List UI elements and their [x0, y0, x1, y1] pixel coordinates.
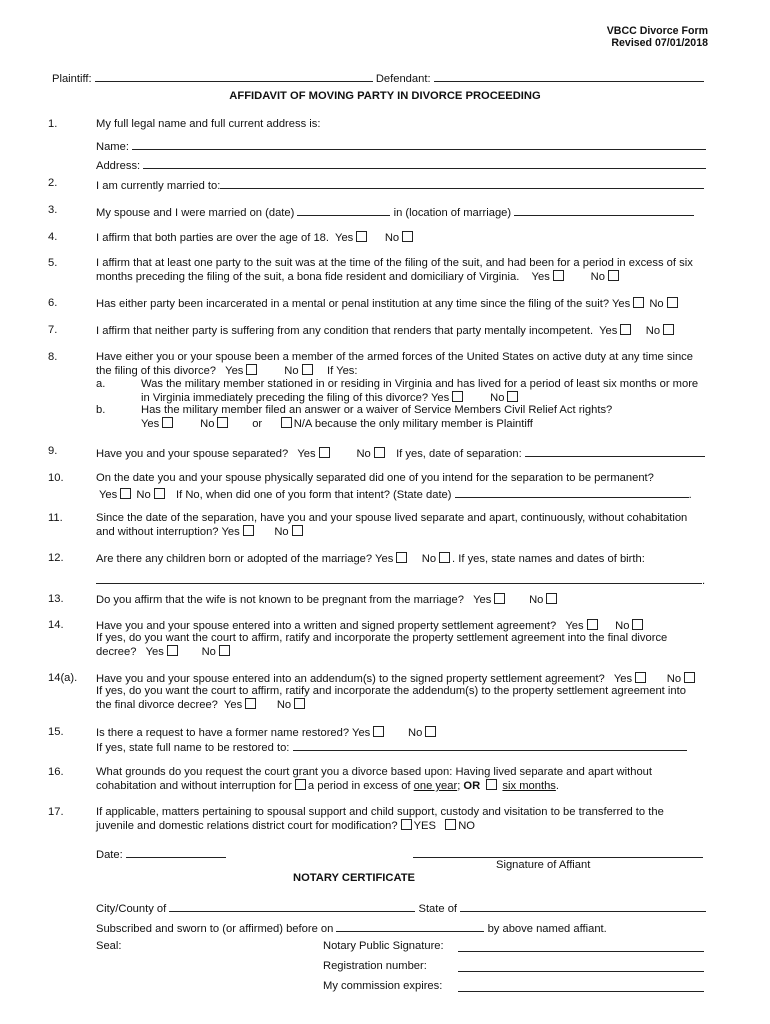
q11-line-1: Since the date of the separation, have you and your spouse lived separate and apart, continuously, without cohabitation [96, 512, 688, 524]
q17-no-checkbox[interactable] [445, 819, 456, 830]
sworn-label-b: by above named affiant. [487, 923, 607, 935]
q8a-yes-checkbox[interactable] [452, 391, 463, 402]
city-field[interactable] [169, 900, 415, 912]
q6-text: Has either party been incarcerated in a mental or penal institution at any time since the filing of the suit? [96, 298, 610, 310]
q12-text: Are there any children born or adopted of the marriage? [96, 553, 373, 565]
q15-no-checkbox[interactable] [425, 726, 436, 737]
q7-row [96, 324, 676, 337]
q14-text: Have you and your spouse entered into a written and signed property settlement agreement? [96, 620, 557, 632]
item-number: 4. [48, 231, 58, 243]
q3-row [96, 204, 694, 219]
q14a-line-2: If yes, do you want the court to affirm, ratify and incorporate the addendum(s) to the property settlement agreement into [96, 685, 686, 697]
q6-yes-checkbox[interactable] [633, 297, 644, 308]
yes-label: Yes [297, 448, 316, 460]
q8b-label: b. [96, 404, 106, 416]
q14-decree: decree? [96, 646, 137, 658]
q4-yes-checkbox[interactable] [356, 231, 367, 242]
q3-location-label: in (location of marriage) [393, 207, 512, 219]
q12-children-row: . [96, 572, 705, 587]
name-field[interactable] [132, 138, 706, 150]
q16-line-1: What grounds do you request the court grant you a divorce based upon: Having lived separate and apart without [96, 766, 652, 778]
or-label: or [252, 418, 263, 430]
q7-no-checkbox[interactable] [663, 324, 674, 335]
separation-date-field[interactable] [525, 445, 705, 457]
q13-yes-checkbox[interactable] [494, 593, 505, 604]
q16-six-months: six months [502, 780, 556, 792]
form-header [607, 25, 708, 49]
q8a-line-1: Was the military member stationed in or residing in Virginia and has lived for a period of least six months or more [141, 378, 699, 390]
address-field[interactable] [143, 157, 706, 169]
plaintiff-label: Plaintiff: [52, 73, 92, 85]
no-label: No [284, 365, 299, 377]
q7-yes-checkbox[interactable] [620, 324, 631, 335]
defendant-label: Defendant: [375, 73, 431, 85]
item-number: 15. [48, 726, 64, 738]
q8a-label: a. [96, 378, 106, 390]
q14a-no-checkbox[interactable] [684, 672, 695, 683]
q11-no-checkbox[interactable] [292, 525, 303, 536]
q14-line-2: If yes, do you want the court to affirm, ratify and incorporate the property settlement agreement into the final divorce [96, 632, 668, 644]
notary-city-row [96, 900, 706, 915]
notary-signature-field[interactable] [458, 940, 704, 952]
item-number: 1. [48, 118, 58, 130]
q8-if-yes: If Yes: [327, 365, 358, 377]
no-label: No [615, 620, 630, 632]
q8b-na-checkbox[interactable] [281, 417, 292, 428]
q17-line-1: If applicable, matters pertaining to spousal support and child support, custody and visitation to be transferred to the [96, 806, 664, 818]
q14-decree-yes-checkbox[interactable] [167, 645, 178, 656]
q17-line-2 [96, 819, 475, 832]
state-label: State of [418, 903, 458, 915]
q2-row [96, 177, 704, 192]
yes-label: Yes [531, 271, 550, 283]
q4-text: I affirm that both parties are over the age of 18. [96, 232, 330, 244]
q5-line-1: I affirm that at least one party to the suit was at the time of the filing of the suit, and had been for a period in excess of six [96, 257, 693, 269]
expires-label: My commission expires: [323, 980, 443, 992]
no-label: No [274, 526, 289, 538]
q4-no-checkbox[interactable] [402, 231, 413, 242]
item-number: 10. [48, 472, 64, 484]
item-number: 12. [48, 552, 64, 564]
q14a-decree: the final divorce decree? [96, 699, 218, 711]
q10-text: If No, when did one of you form that intent? (State date) [176, 489, 452, 501]
q8b-line-2 [141, 417, 533, 430]
q12-row [96, 552, 645, 565]
q13-no-checkbox[interactable] [546, 593, 557, 604]
plaintiff-row [52, 70, 704, 85]
no-label: No [590, 271, 605, 283]
yes-caps-label: YES [413, 820, 436, 832]
q10-yes-checkbox[interactable] [120, 488, 131, 499]
q8a-text: in Virginia immediately preceding the filing of this divorce? [141, 392, 429, 404]
q17-text: juvenile and domestic relations district court for modification? [96, 820, 398, 832]
q14a-yes-checkbox[interactable] [635, 672, 646, 683]
q15-line-2 [96, 739, 687, 754]
no-label: No [666, 673, 682, 685]
q14-decree-no-checkbox[interactable] [219, 645, 230, 656]
q10-line-1: On the date you and your spouse physically separated did one of you intend for the separation to be permanent? [96, 472, 654, 484]
q14-line-1 [96, 619, 645, 632]
yes-label: Yes [141, 418, 160, 430]
q16-text: cohabitation and without interruption for [96, 780, 292, 792]
q13-text: Do you affirm that the wife is not known to be pregnant from the marriage? [96, 594, 464, 606]
item-number: 17. [48, 806, 64, 818]
q15-yes-checkbox[interactable] [373, 726, 384, 737]
marriage-date-field[interactable] [297, 204, 390, 216]
item-number: 8. [48, 351, 58, 363]
yes-label: Yes [613, 673, 633, 685]
yes-label: Yes [99, 489, 118, 501]
yes-label: Yes [225, 365, 244, 377]
item-number: 9. [48, 445, 58, 457]
q6-no-checkbox[interactable] [667, 297, 678, 308]
q8b-line-1: Has the military member filed an answer or a waiver of Service Members Civil Relief Act rights? [141, 404, 613, 416]
spouse-name-field[interactable] [220, 177, 704, 189]
q11-text: and without interruption? [96, 526, 219, 538]
no-label: No [136, 489, 151, 501]
address-label: Address: [96, 160, 141, 172]
q2-text: I am currently married to: [96, 180, 221, 192]
q3-date-label: My spouse and I were married on (date) [96, 207, 295, 219]
q13-row [96, 593, 559, 606]
defendant-field[interactable] [434, 70, 704, 82]
item-number: 14(a). [48, 672, 78, 684]
q1-name-row [96, 138, 706, 153]
q14a-decree-no-checkbox[interactable] [294, 698, 305, 709]
yes-label: Yes [375, 553, 394, 565]
q14a-decree-yes-checkbox[interactable] [245, 698, 256, 709]
marriage-location-field[interactable] [514, 204, 694, 216]
sworn-label: Subscribed and sworn to (or affirmed) before on [96, 923, 334, 935]
seal-label: Seal: [96, 940, 122, 952]
no-label: No [645, 325, 661, 337]
item-number: 16. [48, 766, 64, 778]
affiant-signature-field[interactable] [413, 846, 703, 858]
date-row [96, 846, 226, 861]
item-number: 2. [48, 177, 58, 189]
q8-line-2 [96, 364, 358, 377]
q5-line-2 [96, 270, 621, 283]
name-label: Name: [96, 141, 129, 153]
no-label: No [529, 594, 544, 606]
state-field[interactable] [460, 900, 706, 912]
q8b-no-checkbox[interactable] [217, 417, 228, 428]
notary-signature-label: Notary Public Signature: [323, 940, 444, 952]
date-field[interactable] [126, 846, 226, 858]
q12-yes-checkbox[interactable] [396, 552, 407, 563]
q9-no-checkbox[interactable] [374, 447, 385, 458]
q14a-line-3 [96, 698, 307, 711]
q16-period: a period in excess of [307, 780, 411, 792]
yes-label: Yes [611, 298, 631, 310]
yes-label: Yes [473, 594, 492, 606]
q9-yes-checkbox[interactable] [319, 447, 330, 458]
q16-line-2: cohabitation and without interruption for a period in excess of one year; OR six months. [96, 780, 559, 792]
q9-text: Have you and your spouse separated? [96, 448, 289, 460]
affiant-label: Signature of Affiant [496, 859, 591, 871]
q16-grounds-checkbox[interactable] [295, 779, 306, 790]
yes-label: Yes [223, 699, 243, 711]
date-label: Date: [96, 849, 123, 861]
no-label: No [356, 448, 371, 460]
children-field[interactable] [96, 572, 702, 584]
q12-no-checkbox[interactable] [439, 552, 450, 563]
q5-text: months preceding the filing of the suit, a bona fide resident and domiciliary of Virginia. [96, 271, 520, 283]
plaintiff-field[interactable] [95, 70, 373, 82]
yes-label: Yes [145, 646, 164, 658]
q14-line-3 [96, 645, 232, 658]
q8-line-1: Have either you or your spouse been a member of the armed forces of the United States on active duty at any time since [96, 351, 693, 363]
notary-title: NOTARY CERTIFICATE [293, 872, 416, 884]
no-label: No [649, 298, 664, 310]
q16-one-year: one year [413, 780, 458, 792]
q14-yes-checkbox[interactable] [587, 619, 598, 630]
q4-row [96, 231, 415, 244]
form-revision: Revised 07/01/2018 [611, 37, 708, 49]
q14a-text: Have you and your spouse entered into an addendum(s) to the signed property settlement agreement? [96, 673, 605, 685]
no-label: No [276, 699, 292, 711]
q9-date-label: If yes, date of separation: [396, 448, 522, 460]
no-label: No [421, 553, 437, 565]
sworn-date-field[interactable] [336, 920, 484, 932]
item-number: 14. [48, 619, 64, 631]
q17-yes-checkbox[interactable] [401, 819, 412, 830]
q8-yes-checkbox[interactable] [246, 364, 257, 375]
q1-address-row [96, 157, 706, 172]
item-number: 11. [48, 512, 63, 524]
no-label: No [408, 727, 423, 739]
registration-field[interactable] [458, 960, 704, 972]
q14a-line-1 [96, 672, 697, 685]
q14-no-checkbox[interactable] [632, 619, 643, 630]
no-caps-label: NO [458, 820, 475, 832]
no-label: No [384, 232, 400, 244]
item-number: 6. [48, 297, 58, 309]
q8a-line-2 [141, 391, 520, 404]
q5-no-checkbox[interactable] [608, 270, 619, 281]
q12-text-b: . If yes, state names and dates of birth: [452, 553, 645, 565]
q6-row [96, 297, 680, 310]
intent-date-field[interactable] [455, 486, 689, 498]
q8b-yes-checkbox[interactable] [162, 417, 173, 428]
q5-yes-checkbox[interactable] [553, 270, 564, 281]
q15-text: Is there a request to have a former name restored? [96, 727, 350, 739]
form-name: VBCC Divorce Form [606, 25, 708, 37]
q1-text: My full legal name and full current address is: [96, 118, 321, 130]
item-number: 3. [48, 204, 58, 216]
no-label: No [490, 392, 505, 404]
page-title: AFFIDAVIT OF MOVING PARTY IN DIVORCE PROCEEDING [229, 90, 541, 102]
q15-name-label: If yes, state full name to be restored to: [96, 742, 290, 754]
q16-or: OR [463, 780, 481, 792]
no-label: No [200, 418, 215, 430]
q8b-na-text: N/A because the only military member is Plaintiff [293, 418, 533, 430]
q8a-no-checkbox[interactable] [507, 391, 518, 402]
q8-no-checkbox[interactable] [302, 364, 313, 375]
q9-row [96, 445, 705, 460]
q8-text: the filing of this divorce? [96, 365, 217, 377]
expires-field[interactable] [458, 980, 704, 992]
yes-label: Yes [352, 727, 371, 739]
q7-text: I affirm that neither party is suffering from any condition that renders that party mentally incompetent. [96, 325, 594, 337]
city-label: City/County of [96, 903, 167, 915]
q10-no-checkbox[interactable] [154, 488, 165, 499]
item-number: 13. [48, 593, 64, 605]
registration-label: Registration number: [323, 960, 427, 972]
notary-sworn-row [96, 920, 607, 935]
q15-line-1 [96, 726, 438, 739]
yes-label: Yes [335, 232, 354, 244]
q16-six-months-checkbox[interactable] [486, 779, 497, 790]
q11-line-2 [96, 525, 305, 538]
item-number: 5. [48, 257, 58, 269]
q11-yes-checkbox[interactable] [243, 525, 254, 536]
q10-line-2: Yes No If No, when did one of you form that intent? (State date) . [99, 486, 692, 501]
yes-label: Yes [221, 526, 240, 538]
restored-name-field[interactable] [293, 739, 687, 751]
yes-label: Yes [431, 392, 450, 404]
item-number: 7. [48, 324, 58, 336]
yes-label: Yes [599, 325, 618, 337]
yes-label: Yes [565, 620, 584, 632]
no-label: No [201, 646, 216, 658]
